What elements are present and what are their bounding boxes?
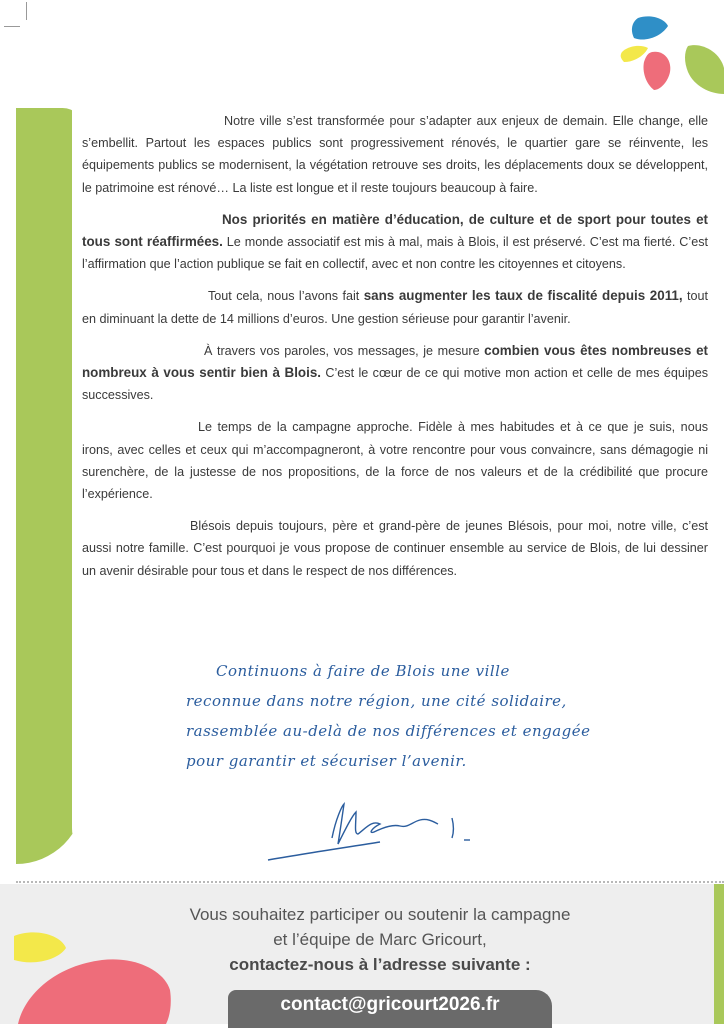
crop-mark-vertical bbox=[26, 2, 27, 20]
dotted-separator bbox=[16, 881, 724, 883]
paragraph-2-text: Le monde associatif est mis à mal, mais à Blois, il est préservé. C’est ma fierté. C’est l’affirmation que l’action publique se fait en collectif, avec et non contre les citoyennes et citoyens. bbox=[82, 235, 708, 272]
paragraph-4-bold: combien vous êtes nombreuses et nombreux à vous sentir bien à Blois. bbox=[82, 342, 708, 381]
footer-message bbox=[120, 902, 640, 977]
paragraph-3-bold: sans augmenter les taux de fiscalité depuis 2011, bbox=[363, 288, 683, 304]
handwritten-line-2: reconnue dans notre région, une cité solidaire, bbox=[186, 692, 567, 710]
crop-mark-horizontal bbox=[4, 26, 20, 27]
handwritten-line-1: Continuons à faire de Blois une ville bbox=[216, 662, 510, 680]
petal-logo-icon bbox=[610, 12, 724, 96]
paragraph-6 bbox=[82, 515, 708, 582]
paragraph-2-bold: Nos priorités en matière d’éducation, de culture et de sport pour toutes et tous sont réaffirmées. bbox=[82, 211, 708, 250]
paragraph-3-text: tout en diminuant la dette de 14 millions d’euros. Une gestion sérieuse pour garantir l’avenir. bbox=[82, 289, 708, 326]
handwritten-note bbox=[186, 656, 616, 776]
paragraph-6-text: Blésois depuis toujours, père et grand-père de jeunes Blésois, pour moi, notre ville, c’est aussi notre famille. C’est pourquoi je vous propose de continuer ensemble au service de Blois, de lui dessiner un avenir désirable pour tous et dans le respect de nos différences. bbox=[82, 519, 708, 578]
paragraph-3 bbox=[82, 285, 708, 329]
paragraph-2 bbox=[82, 209, 708, 276]
footer-line-3: contactez-nous à l’adresse suivante : bbox=[229, 955, 531, 974]
paragraph-3-lead: Tout cela, nous l’avons fait bbox=[208, 289, 364, 304]
handwritten-line-4: pour garantir et sécuriser l’avenir. bbox=[186, 752, 467, 770]
paragraph-5 bbox=[82, 416, 708, 505]
paragraph-1-text: Notre ville s’est transformée pour s’adapter aux enjeux de demain. Elle change, elle s’embellit. Partout les espaces publics sont progressivement rénovés, le quartier gare se réinvente, les équipements publics se modernisent, la végétation retrouve ses droits, les déplacements doux se développent, le patrimoine est rénové… La liste est longue et il reste toujours beaucoup à faire. bbox=[82, 114, 708, 195]
paragraph-1 bbox=[82, 110, 708, 199]
paragraph-5-text: Le temps de la campagne approche. Fidèle à mes habitudes et à ce que je suis, nous irons, avec celles et ceux qui m’accompagneront, à votre rencontre pour vous convaincre, sans démagogie ni surenchère, de la justesse de nos propositions, de la force de nos valeurs et de la crédibilité que procure l’expérience. bbox=[82, 420, 708, 502]
letter-body bbox=[82, 110, 708, 592]
signature-icon bbox=[262, 798, 472, 870]
handwritten-line-3: rassemblée au-delà de nos différences et engagée bbox=[186, 722, 591, 740]
paragraph-4 bbox=[82, 340, 708, 407]
footer-green-edge bbox=[714, 884, 724, 1024]
footer-line-2: et l’équipe de Marc Gricourt, bbox=[273, 930, 487, 949]
paragraph-4-lead: À travers vos paroles, vos messages, je mesure bbox=[204, 343, 485, 358]
paragraph-4-text: C’est le cœur de ce qui motive mon action et celle de mes équipes successives. bbox=[82, 366, 708, 403]
footer-line-1: Vous souhaitez participer ou soutenir la campagne bbox=[189, 905, 571, 924]
contact-email-link[interactable]: contact@gricourt2026.fr bbox=[228, 990, 552, 1028]
